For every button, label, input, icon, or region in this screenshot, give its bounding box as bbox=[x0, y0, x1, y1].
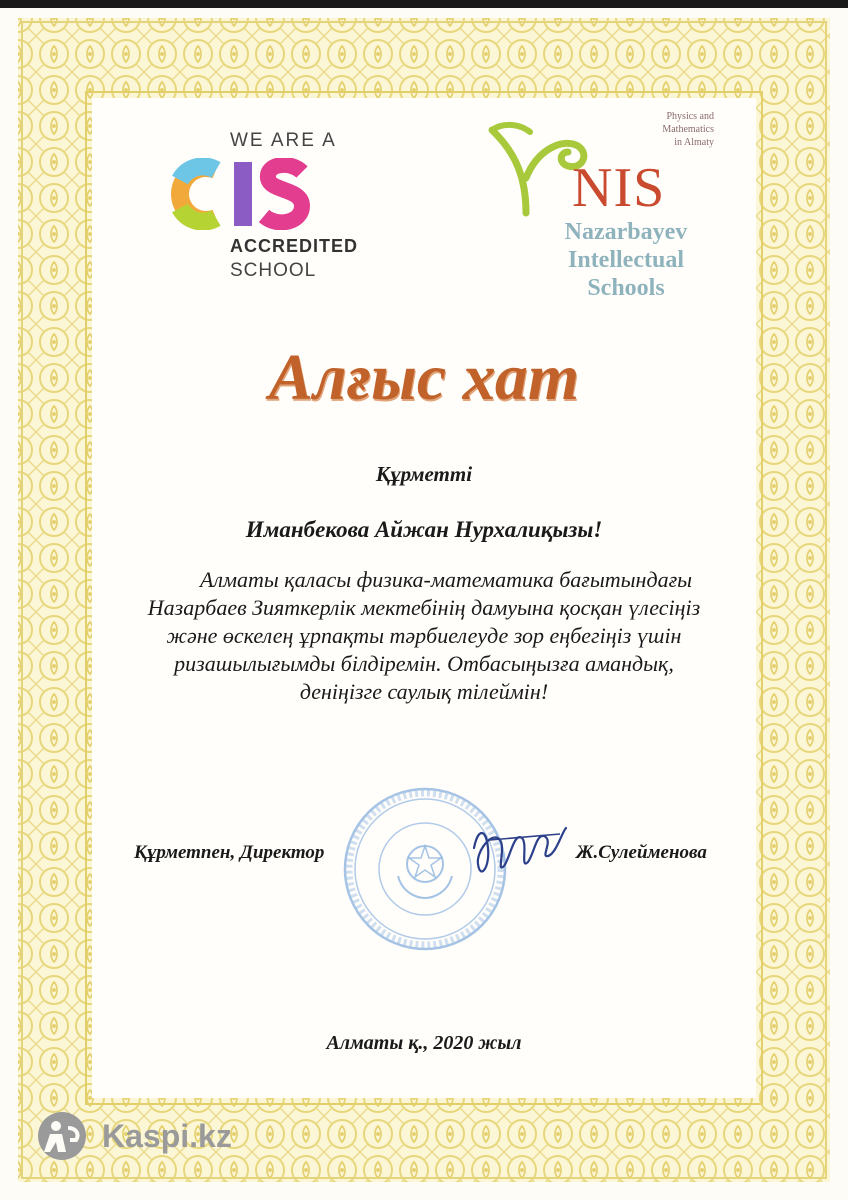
certificate-text bbox=[100, 566, 748, 706]
body-line: денiңізге саулық тілеймін! bbox=[299, 679, 549, 704]
body-line: Назарбаев Зияткерлік мектебінің дамуына қосқан үлесіңіз bbox=[147, 595, 701, 620]
body-line: және өскелең ұрпақты тәрбиелеуде зор еңбегіңіз үшін bbox=[166, 623, 682, 648]
body-line: ризашылығымды білдіремін. Отбасыңызға амандық, bbox=[174, 651, 674, 676]
nis-word: Nazarbayev bbox=[564, 219, 688, 245]
nis-full-name bbox=[526, 218, 726, 302]
cis-letters-icon bbox=[166, 158, 316, 230]
cis-tagline: WE ARE A bbox=[230, 130, 337, 151]
kaspi-logo-icon bbox=[36, 1110, 88, 1162]
certificate-title: Алғыс хат bbox=[268, 341, 580, 414]
director-signature-icon bbox=[470, 818, 570, 888]
watermark bbox=[36, 1110, 276, 1166]
nis-acronym: NIS bbox=[572, 157, 666, 219]
recipient-name: Иманбекова Айжан Нурхалиқызы! bbox=[245, 517, 603, 542]
cis-logo bbox=[166, 128, 396, 288]
cis-school: SCHOOL bbox=[230, 260, 317, 281]
nis-branch-caption bbox=[634, 110, 714, 149]
signatory-name: Ж.Сулейменова bbox=[576, 842, 707, 863]
body-line: Алматы қаласы физика-математика бағытындағы bbox=[199, 567, 693, 592]
honorific: Құрметті bbox=[375, 462, 473, 486]
nis-caption-line: Mathematics bbox=[662, 124, 714, 135]
watermark-text: Kaspi.kz bbox=[102, 1118, 232, 1154]
nis-logo bbox=[486, 108, 726, 308]
nis-caption-line: in Almaty bbox=[674, 137, 714, 148]
nis-word: Intellectual bbox=[568, 247, 684, 273]
nis-caption-line: Physics and bbox=[666, 111, 714, 122]
cis-accredited: ACCREDITED bbox=[230, 236, 359, 256]
signoff-title: Құрметпен, Директор bbox=[134, 842, 325, 863]
nis-word: Schools bbox=[587, 275, 665, 301]
place-and-date: Алматы қ., 2020 жыл bbox=[326, 1032, 522, 1054]
